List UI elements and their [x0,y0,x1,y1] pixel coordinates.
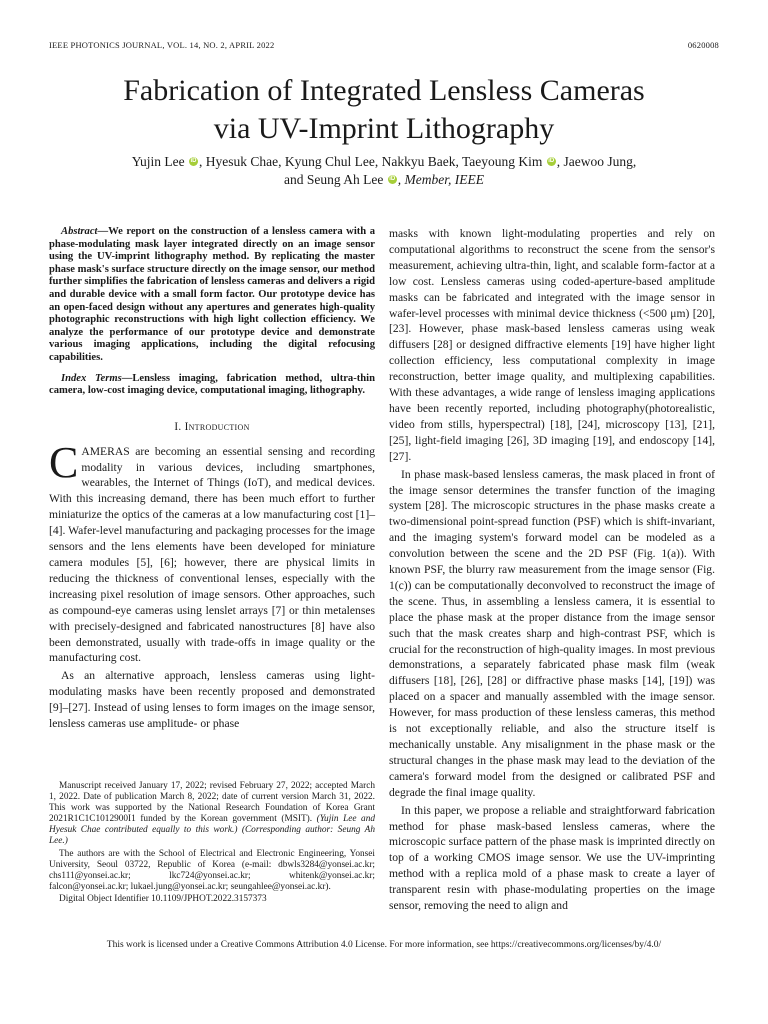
affiliation-note: The authors are with the School of Electrical and Electronic Engineering, Yonsei University, Seoul 03722, Republic of Korea (e-mail: dbwls3284@yonsei.ac.kr; chs111@yonsei.ac.kr; lkc724@yonsei.ac.kr; whitenk@yonsei.ac.kr; falcon@yonsei.ac.kr; lukael.jung@yonsei.ac.kr; seungahlee@yonsei.ac.kr). [49,848,375,892]
paper-title [60,72,708,148]
intro-p1-text: AMERAS are becoming an essential sensing and recording modality in various devices, including smartphones, wearables, the Internet of Things (IoT), and medical devices. With this increasing demand, there has been much effort to further miniaturize the optics of the cameras at a low manufacturing cost [1]–[4]. Wafer-level manufacturing and packaging processes for the image sensors and the lens elements have been developed for miniature camera modules [5], [6]; however, there are physical limits in reducing the thickness of conventional lenses, especially with the increasing pixel resolution of image sensors. Other approaches, such as compound-eye cameras using lenslet arrays [7] or thin metalenses with precisely-designed and fabricated nanostructures [8] have also been demonstrated, usually with trade-offs in image quality or the manufacturing cost. [49,444,376,665]
left-column [49,226,375,734]
orcid-icon[interactable]: iD [389,176,396,182]
title-line-2: via UV-Imprint Lithography [213,112,555,145]
manuscript-note-text: Manuscript received January 17, 2022; revised February 27, 2022; accepted March 1, 2022. Date of publication March 8, 2022; date of current version March 31, 2022. This work was supported by the National Research Foundation of Korea Grant 2021R1C1C1012900I1 funded by the Korean government (MSIT). [49,781,375,825]
orcid-icon[interactable]: iD [190,158,197,164]
orcid-icon[interactable]: iD [548,158,555,164]
journal-header: IEEE PHOTONICS JOURNAL, VOL. 14, NO. 2, APRIL 2022 [49,40,275,50]
index-terms-text: —Lensless imaging, fabrication method, ultra-thin camera, low-cost imaging device, computational imaging, lithography. [49,372,375,397]
author-names: , Hyesuk Chae, Kyung Chul Lee, Nakkyu Baek, Taeyoung Kim [199,154,543,169]
corresponding-note: (Yujin Lee and Hyesuk Chae contributed equally to this work.) (Corresponding author: Seung Ah Lee.) [49,814,375,847]
body-paragraph-1: masks with known light-modulating properties and rely on computational algorithms to reconstruct the scene from the sensor's measurement, achieving ultra-thin, light, and scalable form-factor at a low cost. Lensless cameras using coded-aperture-based amplitude masks can be fabricated and integrated with the image sensor in wafer-level processes with minimal device thickness (<500 μm) [20], [23]. However, phase mask-based lensless cameras using weak diffusers [28] or designed diffractive elements [19] have higher light collection efficiency, less computational complexity in image reconstruction, better image quality, and multiplexing capabilities. With these advantages, a wide range of lensless imaging applications have been recently reported, including photography(photorealistic, video from stills, hyperspectral) [18], [24], microscopy [13], [21], [25], light-field imaging [26], 3D imaging [19], and endoscopy [14], [27]. [389,227,715,463]
author-list [60,153,708,189]
index-terms [49,373,375,398]
section-heading [49,420,375,436]
section-title: Introduction [184,420,250,433]
intro-paragraph-2: As an alternative approach, lensless cameras using light-modulating masks have been recently proposed and demonstrated [9]–[27]. Instead of using lenses to form images on the image sensor, lensless cameras use amplitude- or phase [49,669,375,731]
author-name: and Seung Ah Lee [284,172,384,187]
index-terms-lead: Index Terms [61,372,122,384]
title-line-1: Fabrication of Integrated Lensless Cameras [123,74,645,107]
body-paragraph-3: In this paper, we propose a reliable and straightforward fabrication method for phase mask-based lensless cameras, where the microscopic surface pattern of the phase mask is imprinted directly on top of a working CMOS image sensor. We use the UV-imprinting method with a replica mold of a phase mask to create a layer of transparent resin with phase-modulating properties on the image sensor, removing the need to align and [389,803,715,913]
abstract-lead: Abstract [61,226,98,237]
abstract-text: —We report on the construction of a lensless camera with a phase-modulating mask layer integrated directly on an image sensor using the UV-imprint lithography method. By replicating the master phase mask's surface structure directly on the image sensor, our method further simplifies the fabrication of lensless cameras and delivers a rigid and durable device with a small form factor. Our prototype device has an open-faced design without any apertures and generates high-quality photographic reconstructions with high light collection efficiency. We analyze the performance of our prototype device and demonstrate various imaging applications, including the digital refocusing capabilities. [49,226,375,363]
manuscript-note [49,781,375,848]
author-names: , Jaewoo Jung, [556,154,637,169]
author-line-1 [60,153,708,171]
drop-cap: C [49,437,79,487]
license-notice: This work is licensed under a Creative Commons Attribution 4.0 License. For more information, see https://creativecommons.org/licenses/by/4.0/ [106,940,662,950]
section-number: I. [174,420,185,433]
author-name: Yujin Lee [131,154,185,169]
author-line-2 [60,171,708,189]
membership: , Member, IEEE [397,172,484,187]
abstract [49,226,375,365]
article-number: 0620008 [687,40,719,50]
doi-note: Digital Object Identifier 10.1109/JPHOT.2022.3157373 [59,893,267,904]
intro-paragraph-1 [49,437,376,667]
body-paragraph-2: In phase mask-based lensless cameras, the mask placed in front of the image sensor determines the transfer function of the imaging system [28]. The microscopic structures in the phase masks create a two-dimensional point-spread function (PSF) which is shift-invariant, and the imaging system's forward model can be modeled as a convolution between the scene and the 2D PSF (Fig. 1(a)). With known PSF, the blurry raw measurement from the image sensor (Fig. 1(c)) can be computationally deconvolved to reconstruct the image of the scene. Thus, in assembling a lensless camera, it is essential to place the phase mask at the proper distance from the image sensor such that the mask creates sharp and high-contrast PSF, which is crucial for the reconstruction of high-quality images. In most previous demonstrations, a separately fabricated phase mask film (weak diffusers [18], [26], [28] or diffractive phase masks [14], [19]) was placed on a spacer and manually assembled with the image sensor. However, for mass production of these lensless cameras, this method is not exceptionally reliable, and also the structure itself is mechanically unstable. Any misalignment in the phase mask or the structural changes in the phase mask may lead to the deviation of the camera's forward model from the designed or calibrated PSF and degrade the final image quality. [389,467,715,799]
footnotes [49,781,375,906]
right-column [389,226,715,916]
